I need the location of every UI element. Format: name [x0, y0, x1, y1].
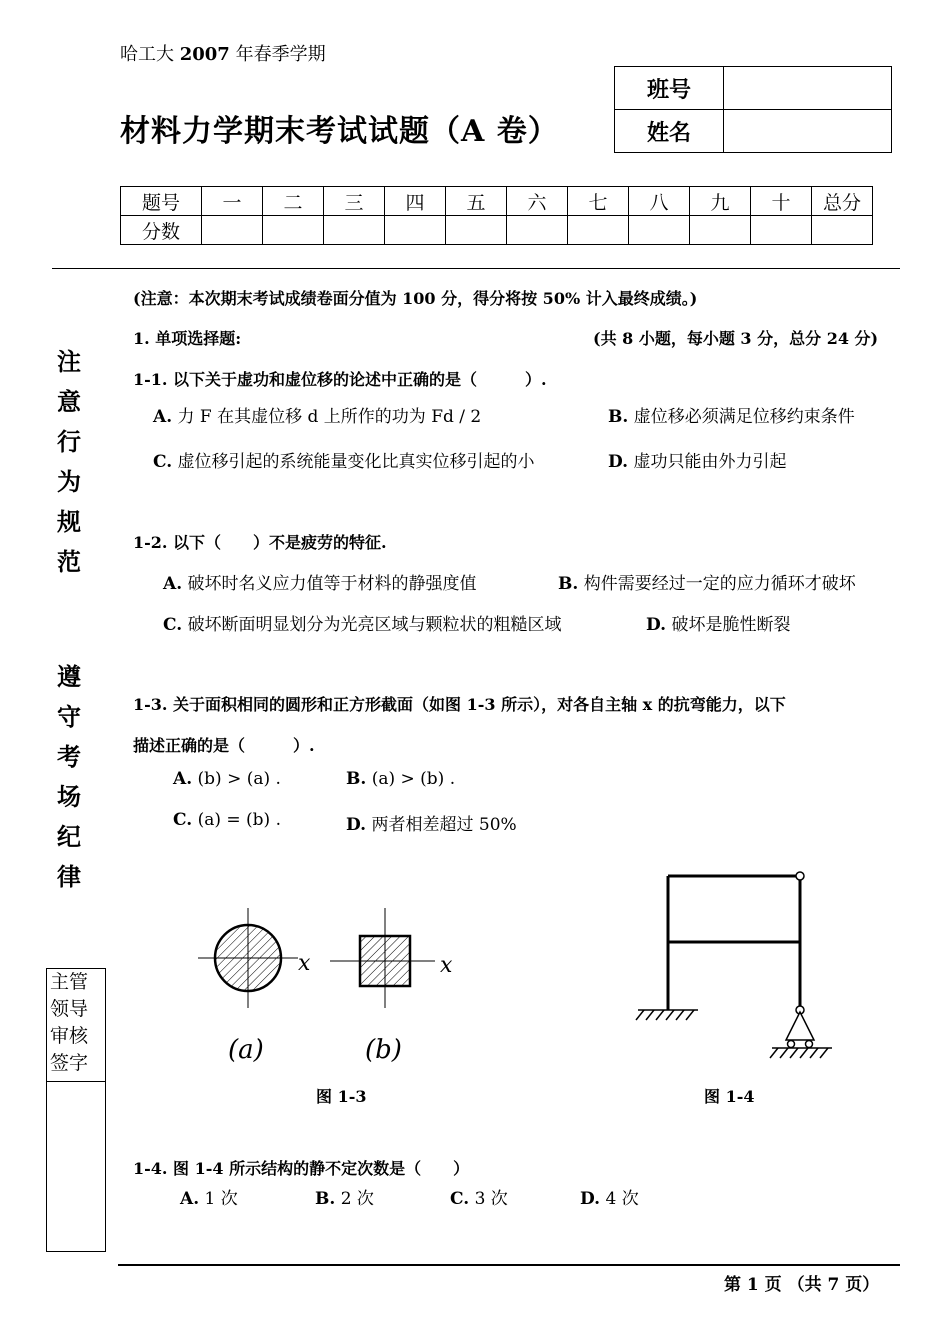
score-cell[interactable] [690, 216, 751, 245]
score-header-cell: 一 [202, 187, 263, 216]
option-text: 力 F 在其虚位移 d 上所作的功为 Fd / 2 [177, 407, 482, 427]
score-cell[interactable] [507, 216, 568, 245]
sidebar-char: 为 [57, 467, 81, 496]
option-label: B. [608, 407, 629, 427]
score-cell[interactable] [568, 216, 629, 245]
option-label: C. [153, 452, 173, 472]
score-header-cell: 九 [690, 187, 751, 216]
axis-label-a: x [298, 951, 311, 976]
option-text: 构件需要经过一定的应力循环才破坏 [583, 574, 856, 594]
score-row-label: 分数 [121, 216, 202, 245]
score-header-cell: 十 [751, 187, 812, 216]
school-term [120, 40, 326, 66]
school-term-suffix: 年春季学期 [229, 44, 326, 65]
student-id-table [614, 66, 892, 153]
sidebar-char: 行 [57, 427, 81, 456]
option-text: 破坏是脆性断裂 [671, 615, 791, 635]
option-label: D. [608, 452, 629, 472]
score-header-cell: 四 [385, 187, 446, 216]
question-stem: 1-1. 以下关于虚功和虚位移的论述中正确的是（ ）. [133, 370, 547, 389]
option-label: A. [173, 769, 193, 789]
header-divider [52, 268, 900, 269]
option-text: 2 次 [340, 1189, 374, 1209]
option-text: 1 次 [204, 1189, 238, 1209]
sidebar-vertical-1 [54, 342, 84, 582]
option-label: B. [558, 574, 579, 594]
option-label: D. [646, 615, 667, 635]
name-label: 姓名 [615, 110, 724, 153]
option-d[interactable] [346, 810, 517, 835]
sidebar-char: 守 [57, 702, 81, 731]
figure-1-3 [190, 900, 480, 1080]
supervisor-sign-box [46, 968, 106, 1252]
sidebar-char: 范 [57, 547, 81, 576]
sidebar-vertical-2 [54, 657, 84, 897]
option-label: A. [163, 574, 183, 594]
score-cell[interactable] [751, 216, 812, 245]
sign-line: 主管 [50, 971, 89, 993]
score-cell[interactable] [202, 216, 263, 245]
hinge-top [796, 872, 804, 880]
option-text: 3 次 [474, 1189, 508, 1209]
label-b: (b) [365, 1035, 402, 1065]
score-header-cell: 题号 [121, 187, 202, 216]
score-header-cell: 五 [446, 187, 507, 216]
exam-title: 材料力学期末考试试题（A 卷） [120, 114, 559, 149]
option-c[interactable] [450, 1184, 508, 1209]
score-cell[interactable] [324, 216, 385, 245]
notice: (注意：本次期末考试成绩卷面分值为 100 分，得分将按 50% 计入最终成绩。) [133, 289, 698, 308]
name-field[interactable] [724, 110, 892, 153]
class-field[interactable] [724, 67, 892, 110]
sidebar-char: 律 [57, 862, 81, 891]
score-header-cell: 三 [324, 187, 385, 216]
score-cell[interactable] [629, 216, 690, 245]
score-header-cell: 总分 [812, 187, 873, 216]
option-c[interactable] [173, 810, 281, 830]
option-label: C. [173, 810, 193, 830]
question-stem-continued: 描述正确的是（ ）. [133, 736, 315, 755]
option-b[interactable] [558, 569, 856, 594]
option-text: 4 次 [605, 1189, 639, 1209]
sign-line: 审核 [50, 1025, 89, 1047]
fixed-support [636, 1010, 698, 1020]
option-text: 破坏时名义应力值等于材料的静强度值 [187, 574, 477, 594]
figure-1-4-caption: 图 1-4 [704, 1087, 755, 1106]
option-text: 两者相差超过 50% [371, 815, 517, 835]
score-header-cell: 二 [263, 187, 324, 216]
label-a: (a) [228, 1035, 264, 1065]
option-text: (a) = (b) . [197, 810, 281, 830]
score-cell[interactable] [446, 216, 507, 245]
sign-line: 领导 [50, 998, 89, 1020]
option-b[interactable] [608, 402, 855, 427]
axis-label-b: x [440, 953, 453, 978]
question-stem: 1-3. 关于面积相同的圆形和正方形截面（如图 1-3 所示），对各自主轴 x 的抗弯能力，以下 [133, 695, 786, 714]
footer-divider [118, 1264, 900, 1266]
option-d[interactable] [646, 610, 790, 635]
score-header-cell: 六 [507, 187, 568, 216]
figure-1-4 [620, 860, 850, 1070]
circle-section [198, 908, 298, 1008]
option-text: 虚功只能由外力引起 [633, 452, 787, 472]
option-label: A. [153, 407, 173, 427]
option-a[interactable] [173, 769, 281, 789]
section-scoring: (共 8 小题，每小题 3 分，总分 24 分) [593, 329, 879, 348]
option-label: D. [346, 815, 367, 835]
option-c[interactable] [163, 610, 562, 635]
sidebar-char: 注 [57, 347, 81, 376]
option-b[interactable] [346, 769, 455, 789]
option-label: C. [450, 1189, 470, 1209]
option-d[interactable] [608, 447, 786, 472]
option-c[interactable] [153, 447, 535, 472]
option-label: A. [180, 1189, 200, 1209]
square-section [330, 908, 435, 1008]
sidebar-char: 考 [57, 742, 81, 771]
score-header-cell: 八 [629, 187, 690, 216]
option-b[interactable] [315, 1184, 374, 1209]
page-number: 第 1 页 （共 7 页） [724, 1275, 880, 1295]
option-text: (b) > (a) . [197, 769, 281, 789]
school-name: 哈工大 [120, 44, 180, 65]
option-label: C. [163, 615, 183, 635]
sidebar-char: 意 [57, 387, 81, 416]
option-label: B. [346, 769, 367, 789]
option-a[interactable] [180, 1184, 238, 1209]
sidebar-char: 遵 [57, 662, 81, 691]
class-label: 班号 [615, 67, 724, 110]
option-label: D. [580, 1189, 601, 1209]
roller-support [770, 1006, 832, 1058]
sign-divider [47, 1081, 105, 1082]
question-stem: 1-2. 以下（ ）不是疲劳的特征. [133, 533, 387, 552]
figure-1-3-caption: 图 1-3 [316, 1087, 367, 1106]
frame-structure [668, 876, 800, 1010]
option-text: (a) > (b) . [371, 769, 456, 789]
option-a[interactable] [153, 402, 481, 427]
sidebar-char: 纪 [57, 822, 81, 851]
question-stem: 1-4. 图 1-4 所示结构的静不定次数是（ ） [133, 1159, 470, 1178]
option-label: B. [315, 1189, 336, 1209]
option-d[interactable] [580, 1184, 639, 1209]
option-text: 破坏断面明显划分为光亮区域与颗粒状的粗糙区域 [187, 615, 562, 635]
sign-label [47, 969, 105, 1077]
option-text: 虚位移引起的系统能量变化比真实位移引起的小 [177, 452, 535, 472]
sign-line: 签字 [50, 1052, 89, 1074]
score-cell[interactable] [812, 216, 873, 245]
sidebar-char: 规 [57, 507, 81, 536]
option-a[interactable] [163, 569, 477, 594]
school-year: 2007 [179, 44, 230, 65]
score-header-cell: 七 [568, 187, 629, 216]
score-table [120, 186, 873, 245]
sidebar-char: 场 [57, 782, 81, 811]
section-title: 1. 单项选择题: [133, 329, 242, 348]
option-text: 虚位移必须满足位移约束条件 [633, 407, 855, 427]
score-cell[interactable] [385, 216, 446, 245]
score-cell[interactable] [263, 216, 324, 245]
